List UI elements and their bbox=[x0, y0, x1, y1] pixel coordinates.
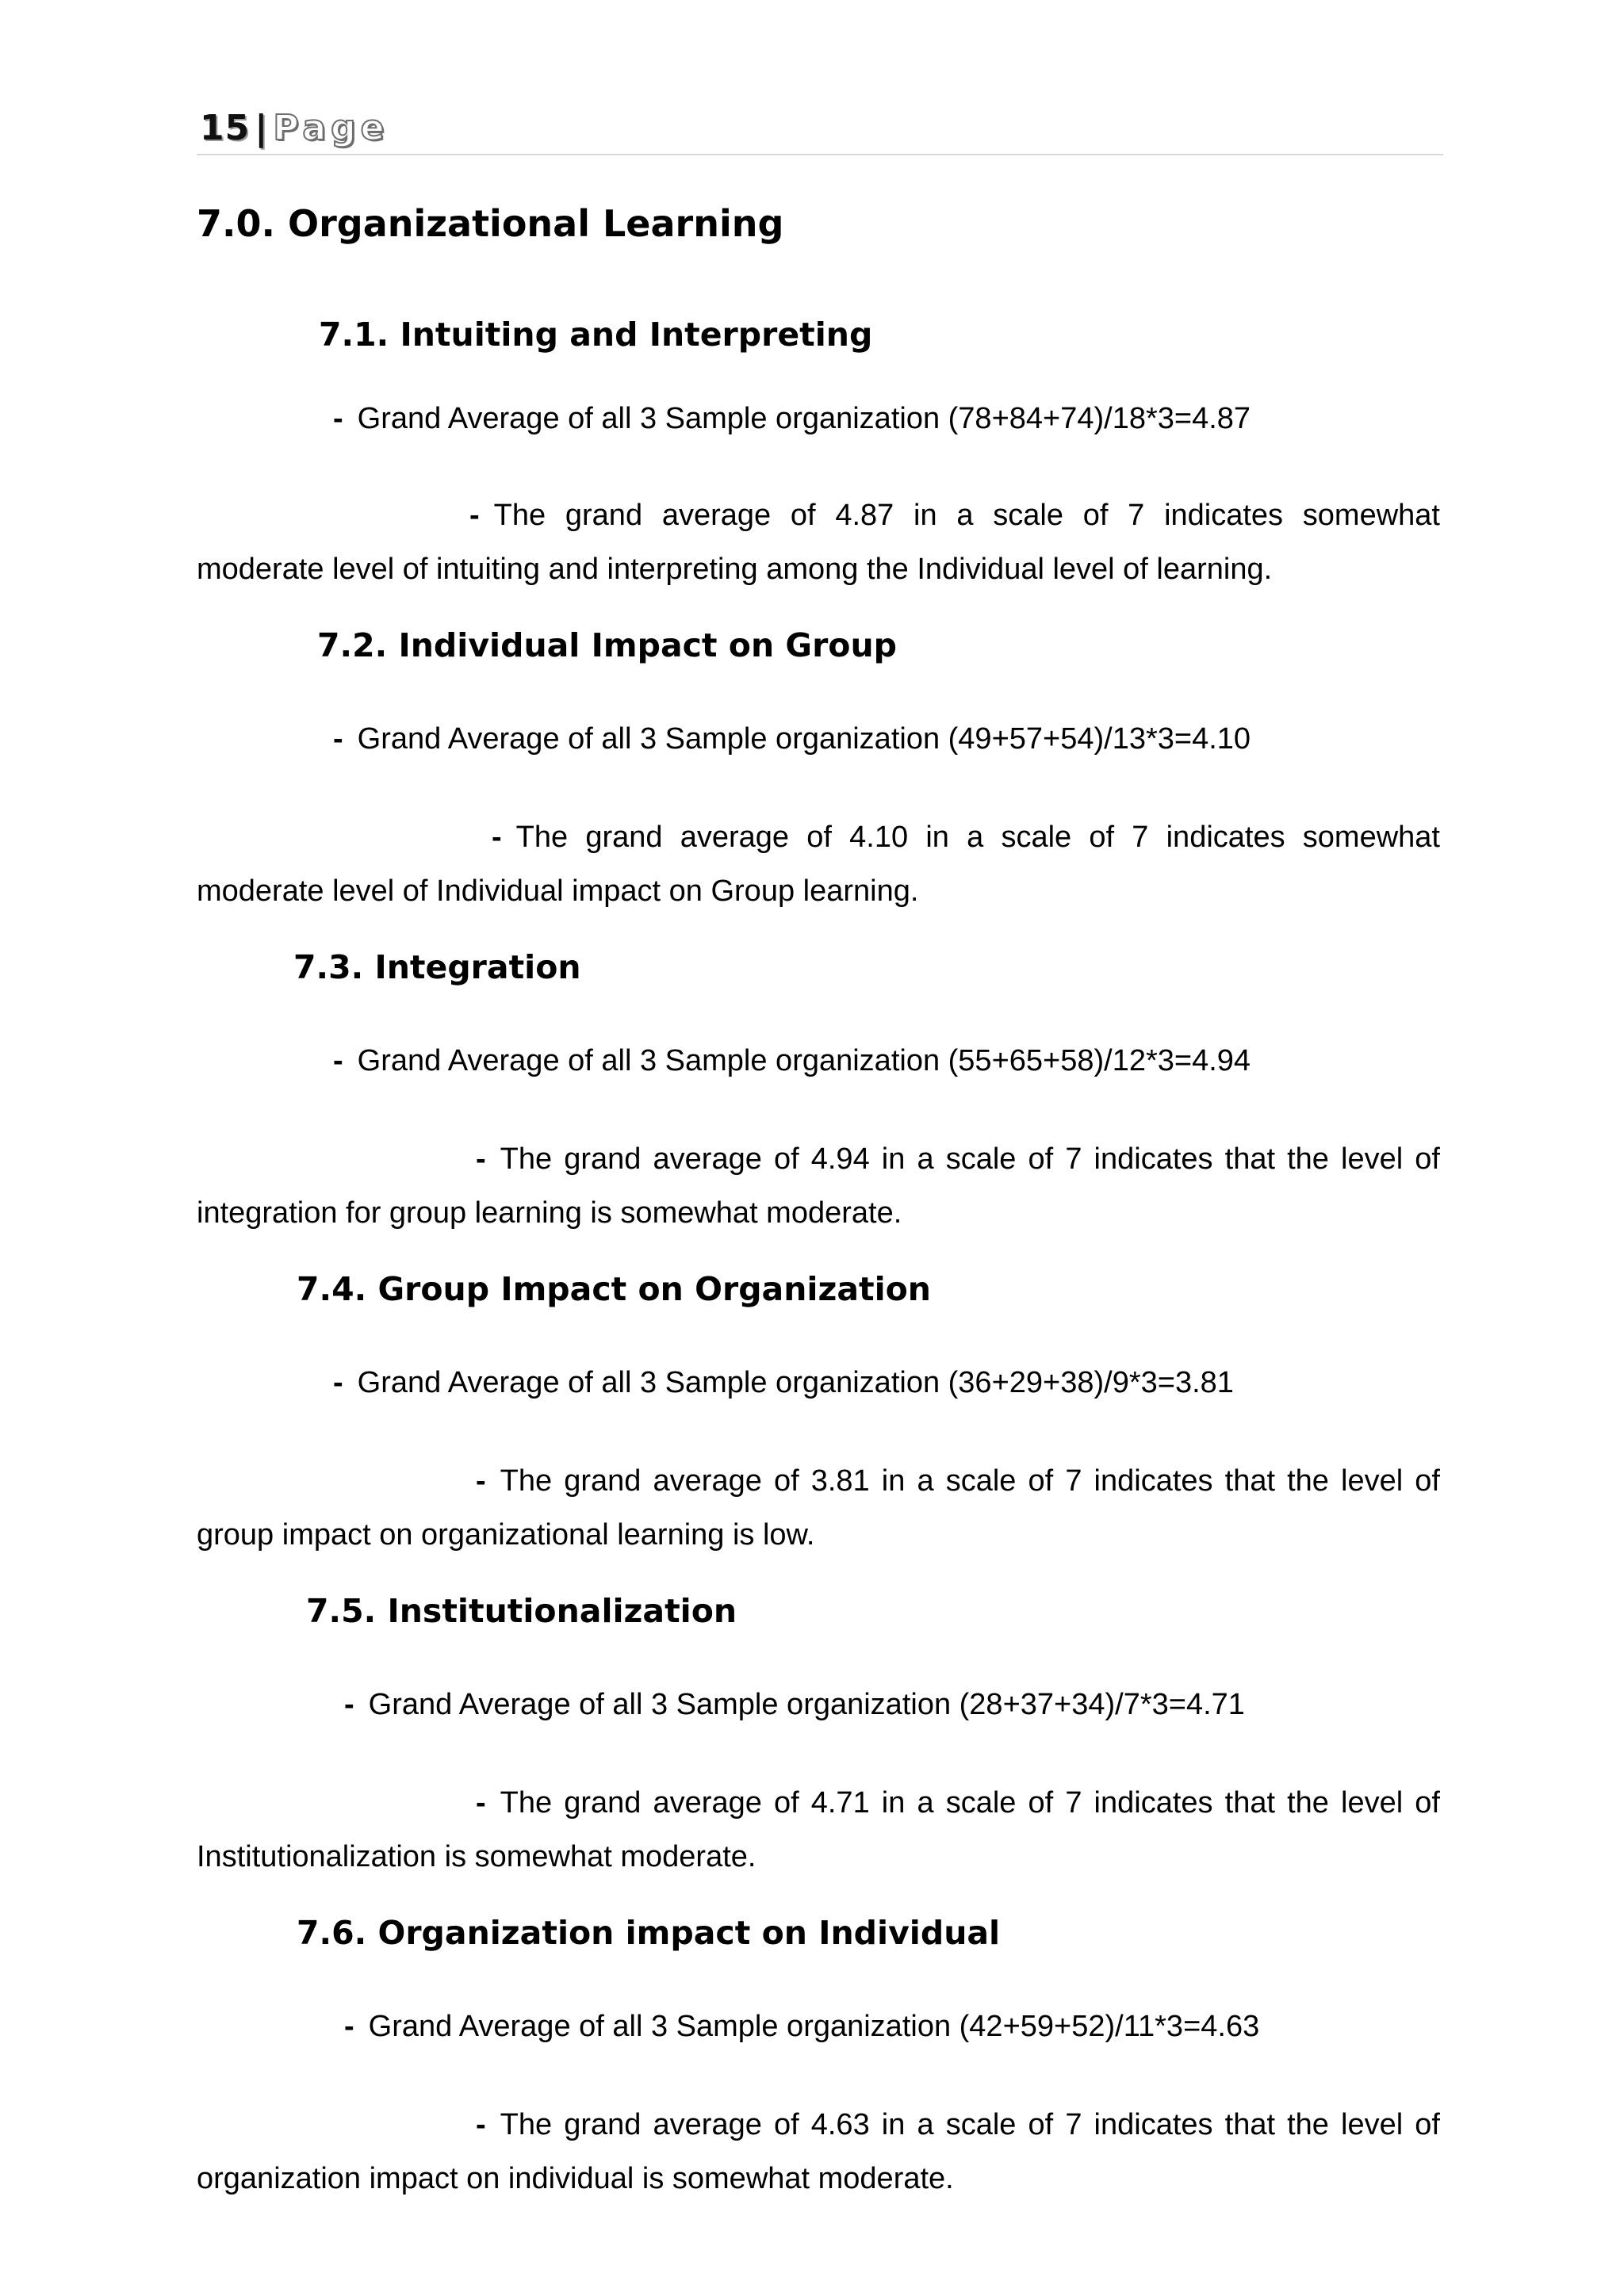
section-heading: 7.1. Intuiting and Interpreting bbox=[319, 316, 873, 354]
dash-bullet: - bbox=[333, 1366, 343, 1399]
section-heading: 7.4. Group Impact on Organization bbox=[297, 1270, 932, 1308]
dash-bullet: - bbox=[476, 1464, 486, 1498]
interpretation-paragraph bbox=[197, 488, 1440, 596]
interpretation-paragraph bbox=[197, 1776, 1440, 1884]
grand-average-line bbox=[333, 1040, 1251, 1081]
grand-average-text: Grand Average of all 3 Sample organization (78+84+74)/18*3=4.87 bbox=[357, 402, 1251, 435]
interpretation-paragraph bbox=[197, 2098, 1440, 2206]
grand-average-text: Grand Average of all 3 Sample organization (36+29+38)/9*3=3.81 bbox=[357, 1366, 1234, 1399]
section-heading: 7.3. Integration bbox=[293, 948, 581, 986]
interpretation-text: The grand average of 4.10 in a scale of 7 indicates somewhat moderate level of Individual impact on Group learning. bbox=[197, 821, 1440, 908]
dash-bullet: - bbox=[344, 1688, 354, 1721]
dash-bullet: - bbox=[476, 1786, 486, 1820]
grand-average-text: Grand Average of all 3 Sample organization (28+37+34)/7*3=4.71 bbox=[368, 1688, 1245, 1721]
dash-bullet: - bbox=[492, 821, 502, 854]
grand-average-line bbox=[333, 1362, 1234, 1403]
interpretation-paragraph bbox=[197, 1132, 1440, 1240]
page-separator: | bbox=[255, 108, 269, 148]
grand-average-text: Grand Average of all 3 Sample organization (42+59+52)/11*3=4.63 bbox=[368, 2010, 1260, 2043]
interpretation-text: The grand average of 4.63 in a scale of 7 indicates that the level of organization impact on individual is somewhat moderate. bbox=[197, 2108, 1440, 2195]
page-header bbox=[197, 105, 1443, 155]
interpretation-text: The grand average of 4.94 in a scale of 7 indicates that the level of integration for group learning is somewhat moderate. bbox=[197, 1142, 1440, 1230]
interpretation-text: The grand average of 4.71 in a scale of 7 indicates that the level of Institutionalization is somewhat moderate. bbox=[197, 1786, 1440, 1873]
grand-average-text: Grand Average of all 3 Sample organization (55+65+58)/12*3=4.94 bbox=[357, 1044, 1251, 1077]
interpretation-paragraph bbox=[197, 810, 1440, 918]
dash-bullet: - bbox=[476, 1142, 486, 1176]
grand-average-line bbox=[333, 718, 1251, 760]
section-heading: 7.5. Institutionalization bbox=[306, 1592, 737, 1630]
grand-average-text: Grand Average of all 3 Sample organization (49+57+54)/13*3=4.10 bbox=[357, 722, 1251, 756]
page-number: 15 bbox=[200, 108, 251, 148]
dash-bullet: - bbox=[344, 2010, 354, 2043]
dash-bullet: - bbox=[333, 722, 343, 756]
interpretation-paragraph bbox=[197, 1454, 1440, 1562]
grand-average-line bbox=[344, 2006, 1259, 2047]
page-word: Page bbox=[273, 108, 389, 148]
dash-bullet: - bbox=[333, 1044, 343, 1077]
dash-bullet: - bbox=[476, 2108, 486, 2141]
page-title: 7.0. Organizational Learning bbox=[197, 202, 784, 245]
dash-bullet: - bbox=[469, 499, 480, 532]
dash-bullet: - bbox=[333, 402, 343, 435]
grand-average-line bbox=[333, 398, 1251, 439]
grand-average-line bbox=[344, 1684, 1245, 1725]
interpretation-text: The grand average of 3.81 in a scale of 7 indicates that the level of group impact on organizational learning is low. bbox=[197, 1464, 1440, 1552]
page-number-label bbox=[200, 105, 389, 152]
section-heading: 7.2. Individual Impact on Group bbox=[317, 626, 898, 664]
section-heading: 7.6. Organization impact on Individual bbox=[297, 1914, 1001, 1952]
interpretation-text: The grand average of 4.87 in a scale of 7 indicates somewhat moderate level of intuiting and interpreting among the Individual level of learning. bbox=[197, 499, 1440, 586]
